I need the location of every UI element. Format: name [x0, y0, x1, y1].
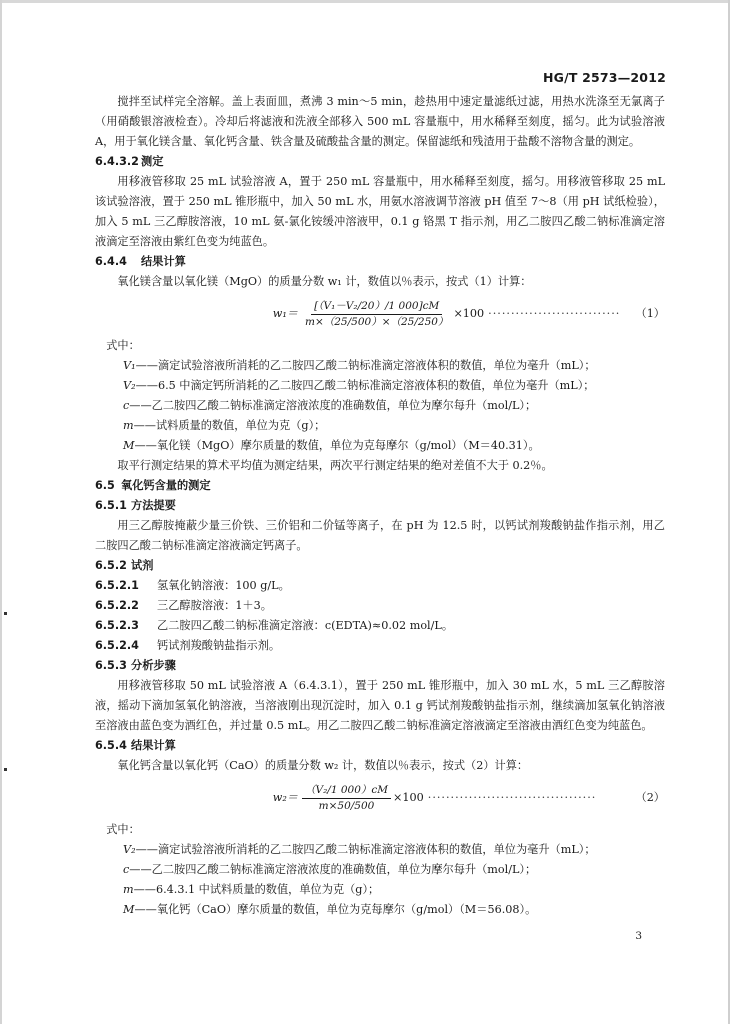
reagent-item	[95, 596, 665, 616]
reagent-number: 6.5.2.2	[95, 599, 139, 612]
scan-edge-top	[0, 0, 730, 3]
variable-symbol: c	[123, 399, 130, 412]
reagent-text: 钙试剂羧酸钠盐指示剂。	[157, 639, 281, 652]
section-title: 方法提要	[131, 499, 176, 512]
section-title: 测定	[141, 155, 164, 168]
page-number: 3	[635, 930, 642, 942]
heading-6-5	[95, 476, 665, 496]
variable-definition	[95, 860, 665, 880]
reagent-text: 乙二胺四乙酸二钠标准滴定溶液：c(EDTA)≈0.02 mol/L。	[157, 619, 454, 632]
section-number: 6.5.3	[95, 659, 127, 672]
formula-denominator: m×（25/500）×（25/250）	[305, 315, 449, 328]
reagent-item	[95, 636, 665, 656]
where-label: 式中：	[106, 823, 140, 836]
variable-definition	[95, 376, 665, 396]
variable-definition	[95, 880, 665, 900]
paragraph-precision: 取平行测定结果的算术平均值为测定结果，两次平行测定结果的绝对差值不大于 0.2％。	[117, 459, 553, 472]
heading-6-5-3	[95, 656, 665, 676]
variable-description: ——6.5 中滴定钙所消耗的乙二胺四乙酸二钠标准滴定溶液体积的数值，单位为毫升（mL）；	[135, 379, 595, 392]
paragraph-mgo-intro: 氧化镁含量以氧化镁（MgO）的质量分数 w₁ 计，数值以％表示，按式（1）计算：	[117, 275, 532, 288]
paragraph-cao-intro: 氧化钙含量以氧化钙（CaO）的质量分数 w₂ 计，数值以％表示，按式（2）计算：	[117, 759, 529, 772]
heading-6-5-1	[95, 496, 665, 516]
reagent-number: 6.5.2.3	[95, 619, 139, 632]
variable-description: ——乙二胺四乙酸二钠标准滴定溶液浓度的准确数值，单位为摩尔每升（mol/L）；	[129, 399, 537, 412]
formula-2	[95, 778, 665, 818]
reagent-item	[95, 576, 665, 596]
variable-symbol: V₂	[123, 843, 136, 856]
reagent-number: 6.5.2.4	[95, 639, 139, 652]
standard-code: HG/T 2573—2012	[542, 70, 666, 85]
variable-description: ——氧化钙（CaO）摩尔质量的数值，单位为克每摩尔（g/mol）（M＝56.08）。	[134, 903, 537, 916]
section-number: 6.5.1	[95, 499, 127, 512]
reagent-item	[95, 616, 665, 636]
reagent-text: 三乙醇胺溶液：1＋3。	[157, 599, 272, 612]
variable-symbol: m	[123, 883, 134, 896]
variable-definition	[95, 436, 665, 456]
formula-multiplier: ×100	[393, 791, 424, 804]
variable-description: ——滴定试验溶液所消耗的乙二胺四乙酸二钠标准滴定溶液体积的数值，单位为毫升（mL）；	[135, 843, 596, 856]
formula-1	[95, 294, 665, 334]
variable-definition	[95, 396, 665, 416]
variable-definition	[95, 356, 665, 376]
scan-edge-left	[0, 0, 2, 1024]
section-number: 6.5.4	[95, 739, 127, 752]
margin-mark	[4, 768, 7, 771]
heading-6-5-2	[95, 556, 665, 576]
reagent-text: 氢氧化钠溶液：100 g/L。	[157, 579, 290, 592]
heading-6-4-4	[95, 252, 665, 272]
equation-number: （2）	[635, 791, 665, 804]
variable-description: ——6.4.3.1 中试料质量的数值，单位为克（g）；	[133, 883, 380, 896]
section-number: 6.4.4	[95, 255, 127, 268]
variable-description: ——氧化镁（MgO）摩尔质量的数值，单位为克每摩尔（g/mol）（M＝40.31）。	[134, 439, 540, 452]
variable-symbol: M	[123, 439, 135, 452]
paragraph-filtration: 搅拌至试样完全溶解。盖上表面皿，煮沸 3 min～5 min，趁热用中速定量滤纸过滤，用热水洗涤至无氯离子（用硝酸银溶液检查）。冷却后将滤液和洗液全部移入 500 mL 容量瓶中，用水稀释至刻度，摇匀。此为试验溶液 A，用于氧化镁含量、氧化钙含量、铁含量及硫酸盐含量的测定。保留滤纸和残渣用于盐酸不溶物含量的测定。	[95, 95, 665, 148]
variable-symbol: M	[123, 903, 135, 916]
section-title: 结果计算	[131, 739, 176, 752]
variable-description: ——滴定试验溶液所消耗的乙二胺四乙酸二钠标准滴定溶液体积的数值，单位为毫升（mL）；	[135, 359, 596, 372]
section-title: 分析步骤	[131, 659, 176, 672]
section-number: 6.4.3.2	[95, 155, 139, 168]
formula-denominator: m×50/500	[318, 799, 375, 812]
formula-lhs: w₂＝	[272, 791, 298, 804]
variable-symbol: V₁	[123, 359, 136, 372]
section-title: 试剂	[131, 559, 154, 572]
formula-fraction	[302, 299, 451, 330]
equation-number: （1）	[635, 307, 665, 320]
formula-fraction	[302, 783, 391, 814]
paragraph-determination: 用移液管移取 25 mL 试验溶液 A，置于 250 mL 容量瓶中，用水稀释至刻度，摇匀。用移液管移取 25 mL 该试验溶液，置于 250 mL 锥形瓶中，加入 50 mL 水，用氨水溶液调节溶液 pH 值至 7～8（用 pH 试纸检验），加入 5 mL 三乙醇胺溶液，10 mL 氨-氯化铵缓冲溶液甲，0.1 g 铬黑 T 指示剂，用乙二胺四乙酸二钠标准滴定溶液滴定至溶液由紫红色变为纯蓝色。	[95, 175, 665, 248]
paragraph-procedure: 用移液管移取 50 mL 试验溶液 A（6.4.3.1），置于 250 mL 锥形瓶中，加入 30 mL 水，5 mL 三乙醇胺溶液，摇动下滴加氢氧化钠溶液，当溶液刚出现沉淀时，加入 0.1 g 钙试剂羧酸钠盐指示剂，继续滴加氢氧化钠溶液至溶液由蓝色变为酒红色，并过量 0.5 mL。用乙二胺四乙酸二钠标准滴定溶液滴定至溶液由酒红色变为纯蓝色。	[95, 679, 665, 732]
variable-symbol: m	[123, 419, 134, 432]
paragraph-method-summary: 用三乙醇胺掩蔽少量三价铁、三价铝和二价锰等离子，在 pH 为 12.5 时，以钙试剂羧酸钠盐作指示剂，用乙二胺四乙酸二钠标准滴定溶液滴定钙离子。	[95, 519, 665, 552]
heading-6-4-3-2	[95, 152, 665, 172]
variable-definition	[95, 840, 665, 860]
section-title: 氧化钙含量的测定	[121, 479, 211, 492]
reagent-number: 6.5.2.1	[95, 579, 139, 592]
formula-numerator: （V₂/1 000）cM	[302, 783, 391, 799]
formula-multiplier: ×100	[453, 307, 485, 320]
where-label: 式中：	[106, 339, 140, 352]
section-number: 6.5.2	[95, 559, 127, 572]
variable-definition	[95, 416, 665, 436]
formula-leader-dots: ·····························	[488, 307, 621, 320]
margin-mark	[4, 612, 7, 615]
variable-symbol: c	[123, 863, 130, 876]
variable-description: ——乙二胺四乙酸二钠标准滴定溶液浓度的准确数值，单位为摩尔每升（mol/L）；	[129, 863, 537, 876]
heading-6-5-4	[95, 736, 665, 756]
variable-description: ——试料质量的数值，单位为克（g）；	[133, 419, 326, 432]
formula-numerator: [（V₁－V₂/20）/1 000]cM	[311, 299, 442, 315]
formula-lhs: w₁＝	[272, 307, 298, 320]
section-number: 6.5	[95, 479, 115, 492]
variable-symbol: V₂	[123, 379, 136, 392]
formula-leader-dots: ·····································	[427, 791, 597, 804]
document-body	[95, 92, 665, 920]
section-title: 结果计算	[141, 255, 186, 268]
variable-definition	[95, 900, 665, 920]
